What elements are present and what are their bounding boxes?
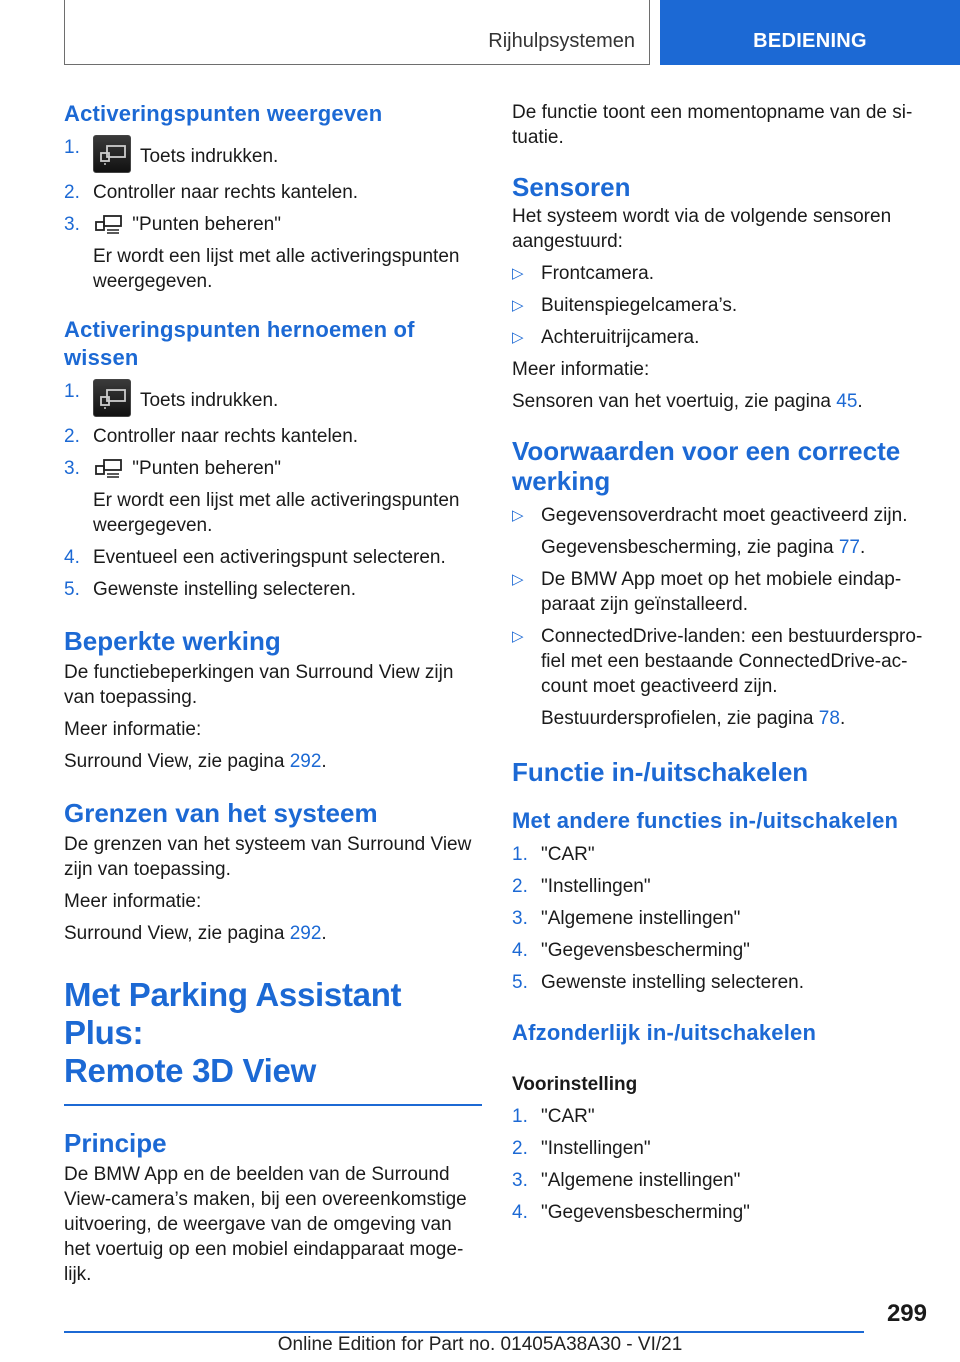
header-section-label: BEDIENING xyxy=(753,30,867,52)
list-item: ▷ ConnectedDrive-landen: een bestuurdersprofiel met een bestaande ConnectedDrive-account moet geactiveerd zijn. Bestuurdersprofielen, zie pagina 78. xyxy=(512,624,932,731)
principle-text: De BMW App en de beelden van de Surround View-camera’s maken, bij een overeenkomstige uitvoering, de weergave van de omgeving van het voertuig op een mobiel eindapparaat mogelijk. xyxy=(64,1163,467,1285)
chapter-title-line-1: Met Parking Assistant Plus: xyxy=(64,976,402,1051)
sensors-text: Het systeem wordt via de volgende sensoren aangestuurd: xyxy=(512,206,892,252)
left-column xyxy=(64,100,482,1287)
list-item: ▷ Gegevensoverdracht moet geactiveerd zijn. Gegevensbescherming, zie pagina 77. xyxy=(512,503,932,560)
right-column xyxy=(512,100,932,1225)
list-item: 2. Controller naar rechts kantelen. xyxy=(64,426,359,447)
page-link-77[interactable]: 77 xyxy=(838,537,860,558)
manage-points-icon xyxy=(93,214,123,234)
list-item: ▷ Buitenspiegelcamera’s. xyxy=(512,295,738,316)
list-item: 3. "Algemene instellingen" xyxy=(512,1170,741,1191)
list-item: 3. "Algemene instellingen" xyxy=(512,908,741,929)
footer-edition: Online Edition for Part no. 01405A38A30 - VI/21 xyxy=(277,1334,683,1355)
subsection-title-separately: Afzonderlijk in-/uitschakelen xyxy=(512,1020,817,1045)
step-text: Toets indrukken. xyxy=(139,146,279,167)
manage-points-icon xyxy=(93,458,123,478)
list-item: ▷ De BMW App moet op het mobiele eindapparaat zijn geïnstalleerd. xyxy=(512,569,902,615)
list-item: 1. Toets indrukken. xyxy=(64,135,482,173)
chapter-title xyxy=(64,976,482,1090)
list-item: 1. "CAR" xyxy=(512,844,595,865)
chapter-divider xyxy=(64,1104,482,1106)
section-title-sensors: Sensoren xyxy=(512,172,631,202)
more-info-label: Meer informatie: xyxy=(512,359,650,380)
parking-assistant-button-icon xyxy=(93,135,131,173)
parking-assistant-button-icon xyxy=(93,379,131,417)
more-info-label: Meer informatie: xyxy=(64,891,202,912)
triangle-bullet-icon: ▷ xyxy=(512,329,524,346)
list-item: 4. "Gegevensbescherming" xyxy=(512,1202,750,1223)
page-link-78[interactable]: 78 xyxy=(818,708,840,729)
sensor-list xyxy=(512,261,932,350)
step-text: Controller naar rechts kantelen. xyxy=(93,426,359,447)
page-link-45[interactable]: 45 xyxy=(836,391,858,412)
steps-with-other-functions xyxy=(512,842,932,995)
step-text: Controller naar rechts kantelen. xyxy=(93,182,359,203)
footer-divider xyxy=(64,1331,864,1333)
step-text: Toets indrukken. xyxy=(139,390,279,411)
section-title-system-limits: Grenzen van het systeem xyxy=(64,798,378,828)
steps-rename-points xyxy=(64,379,482,602)
step-text: Eventueel een activeringspunt selecteren. xyxy=(93,547,446,568)
list-item: 2. "Instellingen" xyxy=(512,1138,651,1159)
step-note: Er wordt een lijst met alle activeringspunten weergegeven. xyxy=(93,490,460,536)
step-text: "Punten beheren" xyxy=(132,214,281,235)
step-text: Gewenste instelling selecteren. xyxy=(93,579,356,600)
section-title-toggle-function: Functie in-/uitschakelen xyxy=(512,757,809,787)
presetting-label: Voorinstelling xyxy=(512,1074,638,1095)
list-item: 2. Controller naar rechts kantelen. xyxy=(64,182,359,203)
list-item: 1. "CAR" xyxy=(512,1106,595,1127)
page-link-292[interactable]: 292 xyxy=(289,751,322,772)
cross-reference: Surround View, zie pagina 292. xyxy=(64,923,327,944)
more-info-label: Meer informatie: xyxy=(64,719,202,740)
list-item: ▷ Achteruitrijcamera. xyxy=(512,327,700,348)
intro-text: De functie toont een momentopname van de situatie. xyxy=(512,102,913,148)
list-item: 5. Gewenste instelling selecteren. xyxy=(64,579,356,600)
page-number: 299 xyxy=(886,1300,927,1327)
triangle-bullet-icon: ▷ xyxy=(512,571,524,588)
section-title-rename-points: Activeringspunten hernoemen of wissen xyxy=(64,317,415,370)
conditions-list xyxy=(512,503,932,731)
header-chapter-box xyxy=(64,0,650,65)
chapter-title-line-2: Remote 3D View xyxy=(64,1052,316,1089)
triangle-bullet-icon: ▷ xyxy=(512,265,524,282)
list-item: 2. "Instellingen" xyxy=(512,876,651,897)
list-item: ▷ Frontcamera. xyxy=(512,263,654,284)
header-chapter-title: Rijhulpsystemen xyxy=(488,30,635,52)
section-title-conditions: Voorwaarden voor een correcte werking xyxy=(512,436,901,496)
subsection-title-with-other-functions: Met andere functies in-/uitschakelen xyxy=(512,808,899,833)
list-item: 5. Gewenste instelling selecteren. xyxy=(512,972,804,993)
triangle-bullet-icon: ▷ xyxy=(512,628,524,645)
cross-reference: Surround View, zie pagina 292. xyxy=(64,751,327,772)
list-item: 4. Eventueel een activeringspunt selecteren. xyxy=(64,547,446,568)
page-link-292[interactable]: 292 xyxy=(289,923,322,944)
triangle-bullet-icon: ▷ xyxy=(512,507,524,524)
header-section-tab xyxy=(660,0,960,65)
section-title-principle: Principe xyxy=(64,1127,167,1158)
list-item: 3. "Punten beheren" Er wordt een lijst met alle activeringspunten weergegeven. xyxy=(64,456,482,538)
cross-reference: Sensoren van het voertuig, zie pagina 45. xyxy=(512,391,863,412)
step-note: Er wordt een lijst met alle activeringspunten weergegeven. xyxy=(93,246,460,292)
steps-show-points xyxy=(64,135,482,294)
list-item: 1. Toets indrukken. xyxy=(64,379,482,417)
limited-operation-text: De functiebeperkingen van Surround View zijn van toepassing. xyxy=(64,662,454,708)
cross-reference: Gegevensbescherming, zie pagina 77. xyxy=(541,537,866,558)
steps-separately xyxy=(512,1104,932,1225)
section-title-show-points: Activeringspunten weergeven xyxy=(64,101,383,126)
cross-reference: Bestuurdersprofielen, zie pagina 78. xyxy=(541,708,846,729)
list-item: 4. "Gegevensbescherming" xyxy=(512,940,750,961)
system-limits-text: De grenzen van het systeem van Surround View zijn van toepassing. xyxy=(64,834,472,880)
triangle-bullet-icon: ▷ xyxy=(512,297,524,314)
section-title-limited-operation: Beperkte werking xyxy=(64,626,281,656)
list-item: 3. "Punten beheren" Er wordt een lijst met alle activeringspunten weergegeven. xyxy=(64,212,482,294)
step-text: "Punten beheren" xyxy=(132,458,281,479)
